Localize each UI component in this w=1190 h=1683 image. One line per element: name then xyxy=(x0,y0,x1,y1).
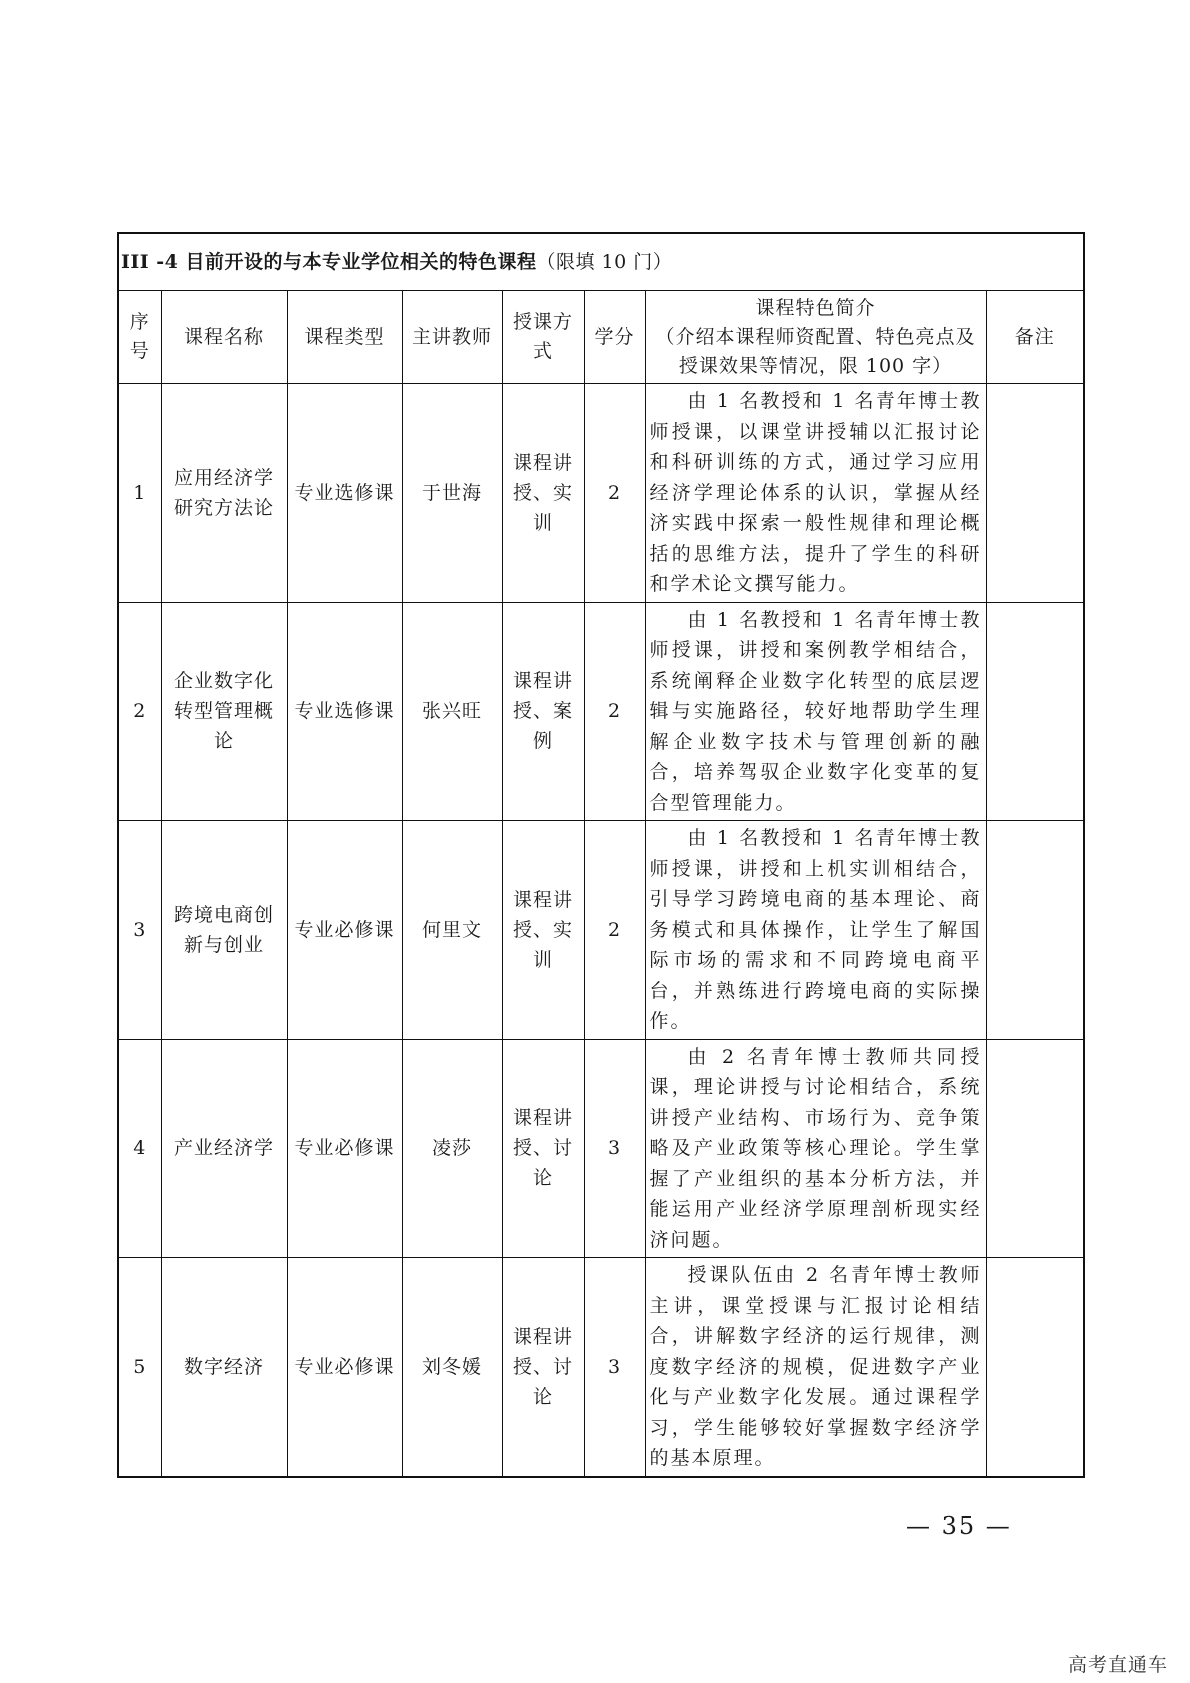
cell-credit: 2 xyxy=(584,602,645,821)
cell-type: 专业必修课 xyxy=(287,821,402,1040)
cell-teacher: 凌莎 xyxy=(402,1039,502,1258)
cell-method: 课程讲授、实训 xyxy=(502,821,584,1040)
cell-type: 专业选修课 xyxy=(287,384,402,603)
cell-method: 课程讲授、讨论 xyxy=(502,1258,584,1477)
cell-teacher: 于世海 xyxy=(402,384,502,603)
cell-type: 专业选修课 xyxy=(287,602,402,821)
header-remark: 备注 xyxy=(986,291,1084,384)
header-type: 课程类型 xyxy=(287,291,402,384)
cell-credit: 2 xyxy=(584,384,645,603)
cell-name: 数字经济 xyxy=(161,1258,287,1477)
cell-credit: 3 xyxy=(584,1039,645,1258)
cell-remark xyxy=(986,602,1084,821)
cell-desc xyxy=(645,384,986,603)
table-title-main: III -4 目前开设的与本专业学位相关的特色课程 xyxy=(121,251,537,273)
cell-remark xyxy=(986,1258,1084,1477)
cell-desc xyxy=(645,1039,986,1258)
table-row xyxy=(118,821,1084,1040)
cell-remark xyxy=(986,384,1084,603)
desc-text: 由 2 名青年博士教师共同授课，理论讲授与讨论相结合，系统讲授产业结构、市场行为、竞争策略及产业政策等核心理论。学生掌握了产业组织的基本分析方法，并能运用产业经济学原理剖析现实经济问题。 xyxy=(649,1045,982,1251)
cell-teacher: 何里文 xyxy=(402,821,502,1040)
cell-teacher: 刘冬媛 xyxy=(402,1258,502,1477)
cell-desc xyxy=(645,1258,986,1477)
cell-type: 专业必修课 xyxy=(287,1039,402,1258)
cell-teacher: 张兴旺 xyxy=(402,602,502,821)
cell-desc xyxy=(645,602,986,821)
cell-seq: 2 xyxy=(118,602,161,821)
table-title xyxy=(118,233,1084,291)
header-seq: 序号 xyxy=(118,291,161,384)
watermark-text: 高考直通车 xyxy=(1067,1654,1168,1676)
table-row xyxy=(118,384,1084,603)
cell-desc xyxy=(645,821,986,1040)
header-name: 课程名称 xyxy=(161,291,287,384)
cell-seq: 1 xyxy=(118,384,161,603)
cell-name: 产业经济学 xyxy=(161,1039,287,1258)
cell-seq: 3 xyxy=(118,821,161,1040)
table-row xyxy=(118,1039,1084,1258)
cell-name: 企业数字化转型管理概论 xyxy=(161,602,287,821)
featured-courses-table xyxy=(117,232,1085,1478)
header-desc-title: 课程特色简介 xyxy=(755,296,876,319)
cell-seq: 5 xyxy=(118,1258,161,1477)
cell-type: 专业必修课 xyxy=(287,1258,402,1477)
cell-name: 跨境电商创新与创业 xyxy=(161,821,287,1040)
desc-text: 授课队伍由 2 名青年博士教师主讲，课堂授课与汇报讨论相结合，讲解数字经济的运行规律，测度数字经济的规模，促进数字产业化与产业数字化发展。通过课程学习，学生能够较好掌握数字经济学的基本原理。 xyxy=(649,1264,982,1469)
table-row xyxy=(118,602,1084,821)
header-desc-note: （介绍本课程师资配置、特色亮点及授课效果等情况，限 100 字） xyxy=(655,325,976,377)
page-number: — 35 — xyxy=(906,1512,1012,1540)
cell-method: 课程讲授、实训 xyxy=(502,384,584,603)
cell-seq: 4 xyxy=(118,1039,161,1258)
table-row xyxy=(118,1258,1084,1477)
cell-credit: 3 xyxy=(584,1258,645,1477)
cell-remark xyxy=(986,1039,1084,1258)
course-table-container xyxy=(117,232,1083,1478)
desc-text: 由 1 名教授和 1 名青年博士教师授课，以课堂讲授辅以汇报讨论和科研训练的方式，通过学习应用经济学理论体系的认识，掌握从经济实践中探索一般性规律和理论概括的思维方法，提升了学生的科研和学术论文撰写能力。 xyxy=(649,390,982,595)
cell-method: 课程讲授、案例 xyxy=(502,602,584,821)
header-teacher: 主讲教师 xyxy=(402,291,502,384)
header-credit: 学分 xyxy=(584,291,645,384)
table-title-note: （限填 10 门） xyxy=(536,251,673,273)
header-desc xyxy=(645,291,986,384)
desc-text: 由 1 名教授和 1 名青年博士教师授课，讲授和案例教学相结合，系统阐释企业数字化转型的底层逻辑与实施路径，较好地帮助学生理解企业数字技术与管理创新的融合，培养驾驭企业数字化变革的复合型管理能力。 xyxy=(649,608,982,814)
header-row xyxy=(118,291,1084,384)
cell-name: 应用经济学研究方法论 xyxy=(161,384,287,603)
cell-credit: 2 xyxy=(584,821,645,1040)
cell-method: 课程讲授、讨论 xyxy=(502,1039,584,1258)
header-method: 授课方式 xyxy=(502,291,584,384)
cell-remark xyxy=(986,821,1084,1040)
desc-text: 由 1 名教授和 1 名青年博士教师授课，讲授和上机实训相结合，引导学习跨境电商的基本理论、商务模式和具体操作，让学生了解国际市场的需求和不同跨境电商平台，并熟练进行跨境电商的实际操作。 xyxy=(649,827,982,1032)
